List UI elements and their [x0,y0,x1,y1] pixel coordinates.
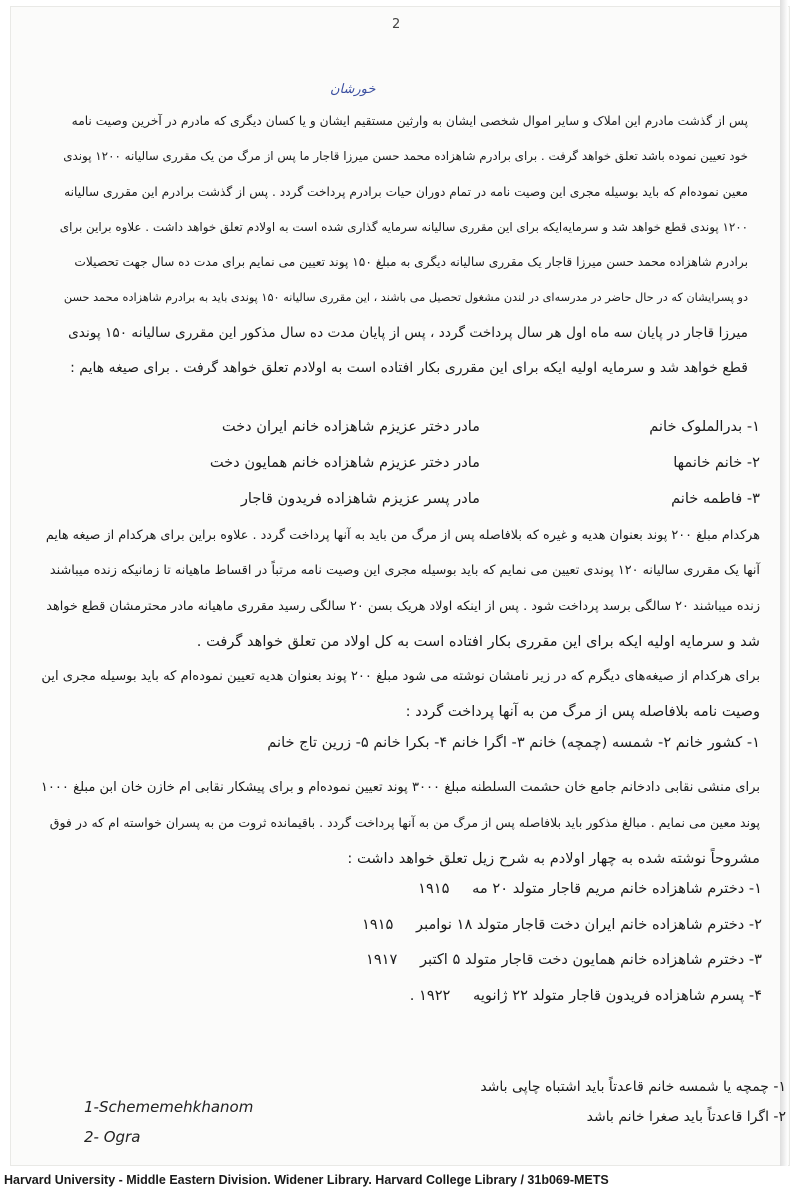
birth-year: ۱۹۱۷ [365,951,398,968]
handwritten-annotation: خورشان [330,82,376,97]
text-line: ۱۲۰۰ پوندی قطع خواهد شد و سرمایه‌ایکه برای این مقرری سالیانه سرمایه گذاری شده است به اولادم تعلق خواهد داشت . علاوه براین برای [59,219,748,234]
text-line: خود تعیین نموده باشد تعلق خواهد گرفت . برای برادرم شاهزاده محمد حسن میرزا قاجار ما پس از مرگ من یک مقرری سالیانه ۱۲۰۰ پوندی [63,149,748,164]
child-entry: ۴- پسرم شاهزاده فریدون قاجار متولد ۲۲ ژانویه [473,986,762,1004]
birth-year: ۱۹۲۲ . [409,986,451,1004]
list-item [50,951,762,987]
text-line: زنده میباشند ۲۰ سالگی برسد پرداخت شود . پس از اینکه اولاد هریک بسن ۲۰ سالگی رسید مقرری ماهیانه مادر محترمشان قطع خواهد [46,598,760,614]
children-list [50,880,762,1022]
page-edge-shadow [780,0,788,1166]
footnote: 1-Schememehkhanom [84,1098,254,1116]
birth-year: ۱۹۱۵ [362,915,394,933]
child-entry: ۱- دخترم شاهزاده خانم مریم قاجار متولد ۲۰ مه [472,880,762,897]
text-line: آنها یک مقرری سالیانه ۱۲۰ پوندی تعیین می نمایم که باید بوسیله مجری این وصیت نامه مرتباً در اقساط ماهیانه تا زمانیکه زنده میباشند [49,563,760,579]
wife-name: ۳- فاطمه خانم [671,490,760,507]
text-line: پوند معین می نمایم . مبالغ مذکور باید بلافاصله پس از مرگ من به آنها پرداخت گردد . باقیمانده ثروت من به پسران خواسته ام که در فوق [49,815,760,831]
text-line: هرکدام مبلغ ۲۰۰ پوند بعنوان هدیه و غیره که بلافاصله پس از مرگ من باید به آنها پرداخت گردد . علاوه براین برای هرکدام از صیغه هایم [45,528,760,543]
text-line: برادرم شاهزاده محمد حسن میرزا قاجار یک مقرری سالیانه دیگری به مبلغ ۱۵۰ پوند تعیین می نمایم برای مدت ده سال جهت تحصیلات [74,255,748,270]
child-entry: ۳- دخترم شاهزاده خانم همایون دخت قاجار متولد ۵ اکتبر [419,951,762,968]
footnotes-latin [84,1092,253,1152]
birth-year: ۱۹۱۵ [418,880,450,897]
text-line: معین نموده‌ام که باید بوسیله مجری این وصیت نامه در تمام دوران حیات برادرم پرداخت گردد . پس از گذشت برادرم این مقرری سالیانه [64,184,748,199]
text-line: وصیت نامه بلافاصله پس از مرگ من به آنها پرداخت گردد : [405,703,760,721]
wife-relation: مادر دختر عزیزم شاهزاده خانم ایران دخت [221,418,480,435]
footnote: 2- Ogra [84,1128,141,1146]
source-credit: Harvard University - Middle Eastern Division. Widener Library. Harvard College Library / 31b069-METS [4,1173,609,1187]
footnote: ۲- اگرا قاعدتاً باید صغرا خانم باشد [586,1109,786,1125]
concubines-list: ۱- کشور خانم ۲- شمسه (چمچه) خانم ۳- اگرا خانم ۴- بکرا خانم ۵- زرین تاج خانم [267,734,760,751]
text-line: میرزا قاجار در پایان سه ماه اول هر سال پرداخت گردد ، پس از پایان مدت ده سال مذکور این مقرری سالیانه ۱۵۰ پوندی [68,324,748,341]
paragraph-gifts [34,518,760,730]
text-line: مشروحاً نوشته شده به چهار اولادم به شرح زیل تعلق خواهد داشت : [347,849,760,867]
paragraph-secretary [34,770,760,876]
text-line: پس از گذشت مادرم این املاک و سایر اموال شخصی ایشان به وارثین مستقیم ایشان و یا کسان دیگری که مادرم در آخرین وصیت نامه [71,114,748,128]
footnotes-persian [380,1072,786,1132]
footnote: ۱- چمچه یا شمسه خانم قاعدتاً باید اشتباه چاپی باشد [480,1079,786,1095]
child-entry: ۲- دخترم شاهزاده خانم ایران دخت قاجار متولد ۱۸ نوامبر [416,915,762,933]
text-line: شد و سرمایه اولیه ایکه برای این مقرری بکار افتاده است به کل اولاد من تعلق خواهد گرفت . [196,632,760,650]
text-line: برای منشی نقابی دادخانم جامع خان حشمت السلطنه مبلغ ۳۰۰۰ پوند تعیین نموده‌ام و برای پیشکار نقابی ام خازن خان ابن مبلغ ۱۰۰۰ [40,780,760,795]
text-line: قطع خواهد شد و سرمایه اولیه ایکه برای این مقرری بکار افتاده است به اولادم تعلق خواهد گرفت . برای صیغه هایم : [70,360,748,377]
list-item [50,916,762,952]
text-line: دو پسرایشان که در حال حاضر در مدرسه‌ای در لندن مشغول تحصیل می باشند ، این مقرری سالیانه ۱۵۰ پوندی باید به برادرم شاهزاده محمد حسن [63,291,748,305]
wife-name: ۲- خانم خانمها [673,454,760,471]
wife-relation: مادر پسر عزیزم شاهزاده فریدون قاجار [240,490,480,507]
list-item [50,987,762,1023]
paragraph-inheritance [60,104,748,386]
wives-list [80,410,760,520]
wife-relation: مادر دختر عزیزم شاهزاده خانم همایون دخت [209,454,480,471]
list-item [50,880,762,916]
text-line: برای هرکدام از صیغه‌های دیگرم که در زیر نامشان نوشته می شود مبلغ ۲۰۰ پوند بعنوان هدیه تعیین نموده‌ام که باید بوسیله مجری این [41,669,760,685]
wife-name: ۱- بدرالملوک خانم [649,418,760,435]
page-number: 2 [392,17,401,32]
